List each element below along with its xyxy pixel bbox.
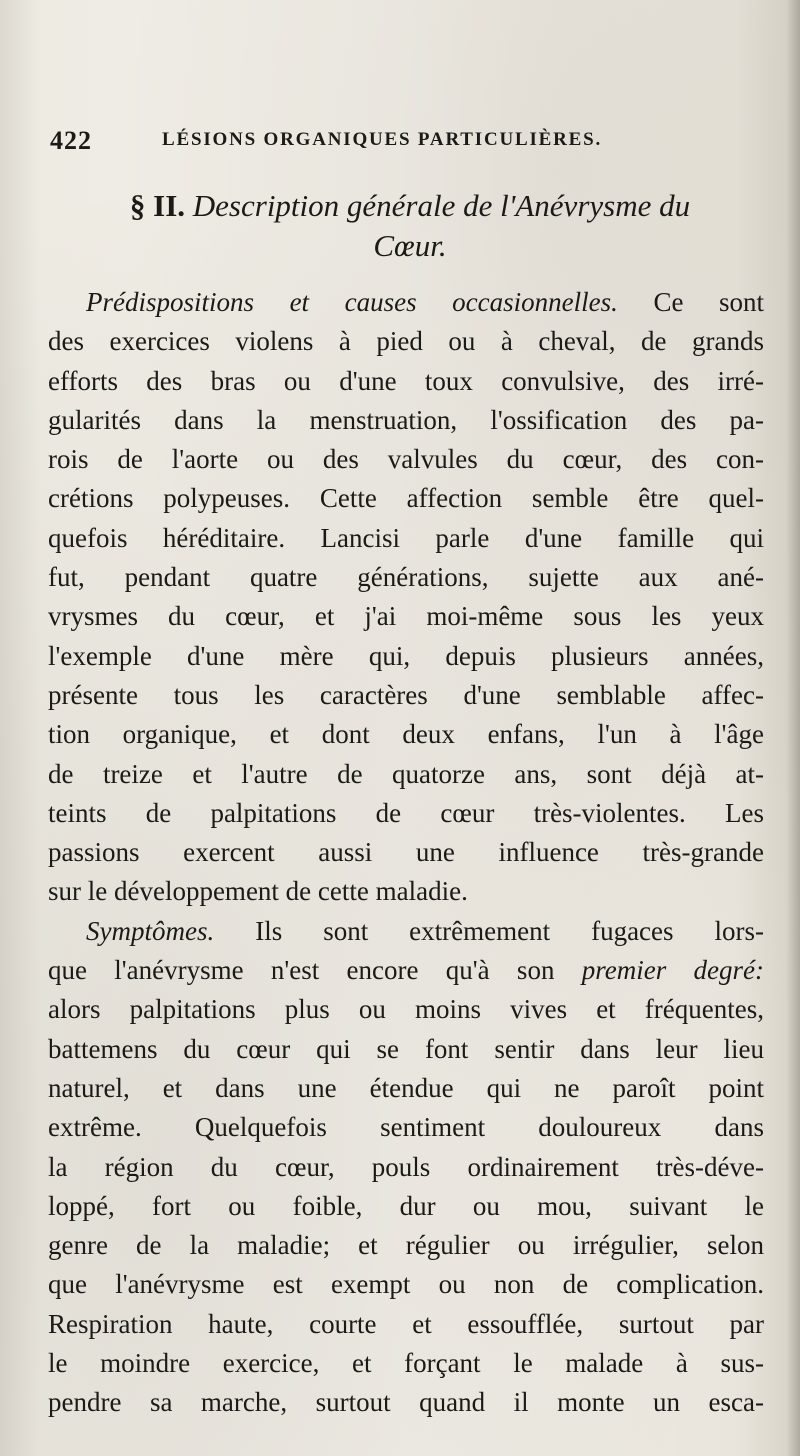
page-header [50, 126, 750, 160]
emphasis-premier-degre: premier degré: [581, 955, 764, 986]
text-line: vrysmes du cœur, et j'ai moi-même sous les yeux [48, 601, 764, 632]
text-line: fut, pendant quatre générations, sujette aux ané- [48, 562, 764, 593]
text-line: gularités dans la menstruation, l'ossification des pa- [48, 404, 764, 435]
text-line: teints de palpitations de cœur très-violentes. Les [48, 797, 764, 828]
page-number: 422 [50, 126, 92, 155]
text-line: quefois héréditaire. Lancisi parle d'une famille qui [48, 522, 764, 553]
body-text [48, 283, 764, 1423]
text-line: la région du cœur, pouls ordinairement très-déve- [48, 1151, 764, 1182]
text-line: passions exercent aussi une influence très-grande [48, 837, 764, 868]
text-line: que l'anévrysme est exempt ou non de complication. [48, 1269, 764, 1300]
text-line: l'exemple d'une mère qui, depuis plusieurs années, [48, 640, 764, 671]
text-line: des exercices violens à pied ou à cheval, de grands [48, 326, 764, 357]
text-line: extrême. Quelquefois sentiment douloureux dans [48, 1112, 764, 1143]
paragraph-1-line-1: Prédispositions et causes occasionnelles. Ce sont [86, 287, 764, 317]
text-line: loppé, fort ou foible, dur ou mou, suivant le [48, 1190, 764, 1221]
paragraph-2-line-1: Symptômes. Ils sont extrêmement fugaces lors- [86, 915, 765, 946]
text-line: genre de la maladie; et régulier ou irrégulier, selon [48, 1230, 764, 1261]
section-title [40, 186, 780, 266]
section-label: § II. [129, 188, 186, 223]
paragraph-2-heading: Symptômes. [86, 915, 215, 946]
text-line: naturel, et dans une étendue qui ne paroît point [48, 1072, 764, 1103]
text-line: tion organique, et dont deux enfans, l'un à l'âge [48, 719, 764, 750]
section-title-text: Description générale de l'Anévrysme du [192, 188, 691, 223]
text-line: sur le développement de cette maladie. [48, 876, 468, 907]
text-line: efforts des bras ou d'une toux convulsive, des irré- [48, 365, 764, 396]
running-head: LÉSIONS ORGANIQUES PARTICULIÈRES. [162, 129, 603, 150]
text-line: Respiration haute, courte et essoufflée, surtout par [48, 1308, 764, 1339]
paragraph-1-heading: Prédispositions et causes occasionnelles. [86, 287, 618, 317]
text-line: crétions polypeuses. Cette affection semble être quel- [48, 483, 764, 514]
text-line: pendre sa marche, surtout quand il monte un esca- [48, 1387, 764, 1418]
text-line: alors palpitations plus ou moins vives et fréquentes, [48, 994, 764, 1025]
text-line: présente tous les caractères d'une semblable affec- [48, 679, 764, 710]
text-line: le moindre exercice, et forçant le malade à sus- [48, 1348, 764, 1379]
text-line: rois de l'aorte ou des valvules du cœur, des con- [48, 444, 764, 475]
paragraph-2-line-2: que l'anévrysme n'est encore qu'à son premier degré: [48, 955, 764, 986]
text-line: battemens du cœur qui se font sentir dans leur lieu [48, 1033, 764, 1064]
section-title-line-1 [40, 186, 780, 226]
section-title-line-2: Cœur. [373, 228, 447, 263]
text-line: de treize et l'autre de quatorze ans, sont déjà at- [48, 758, 764, 789]
